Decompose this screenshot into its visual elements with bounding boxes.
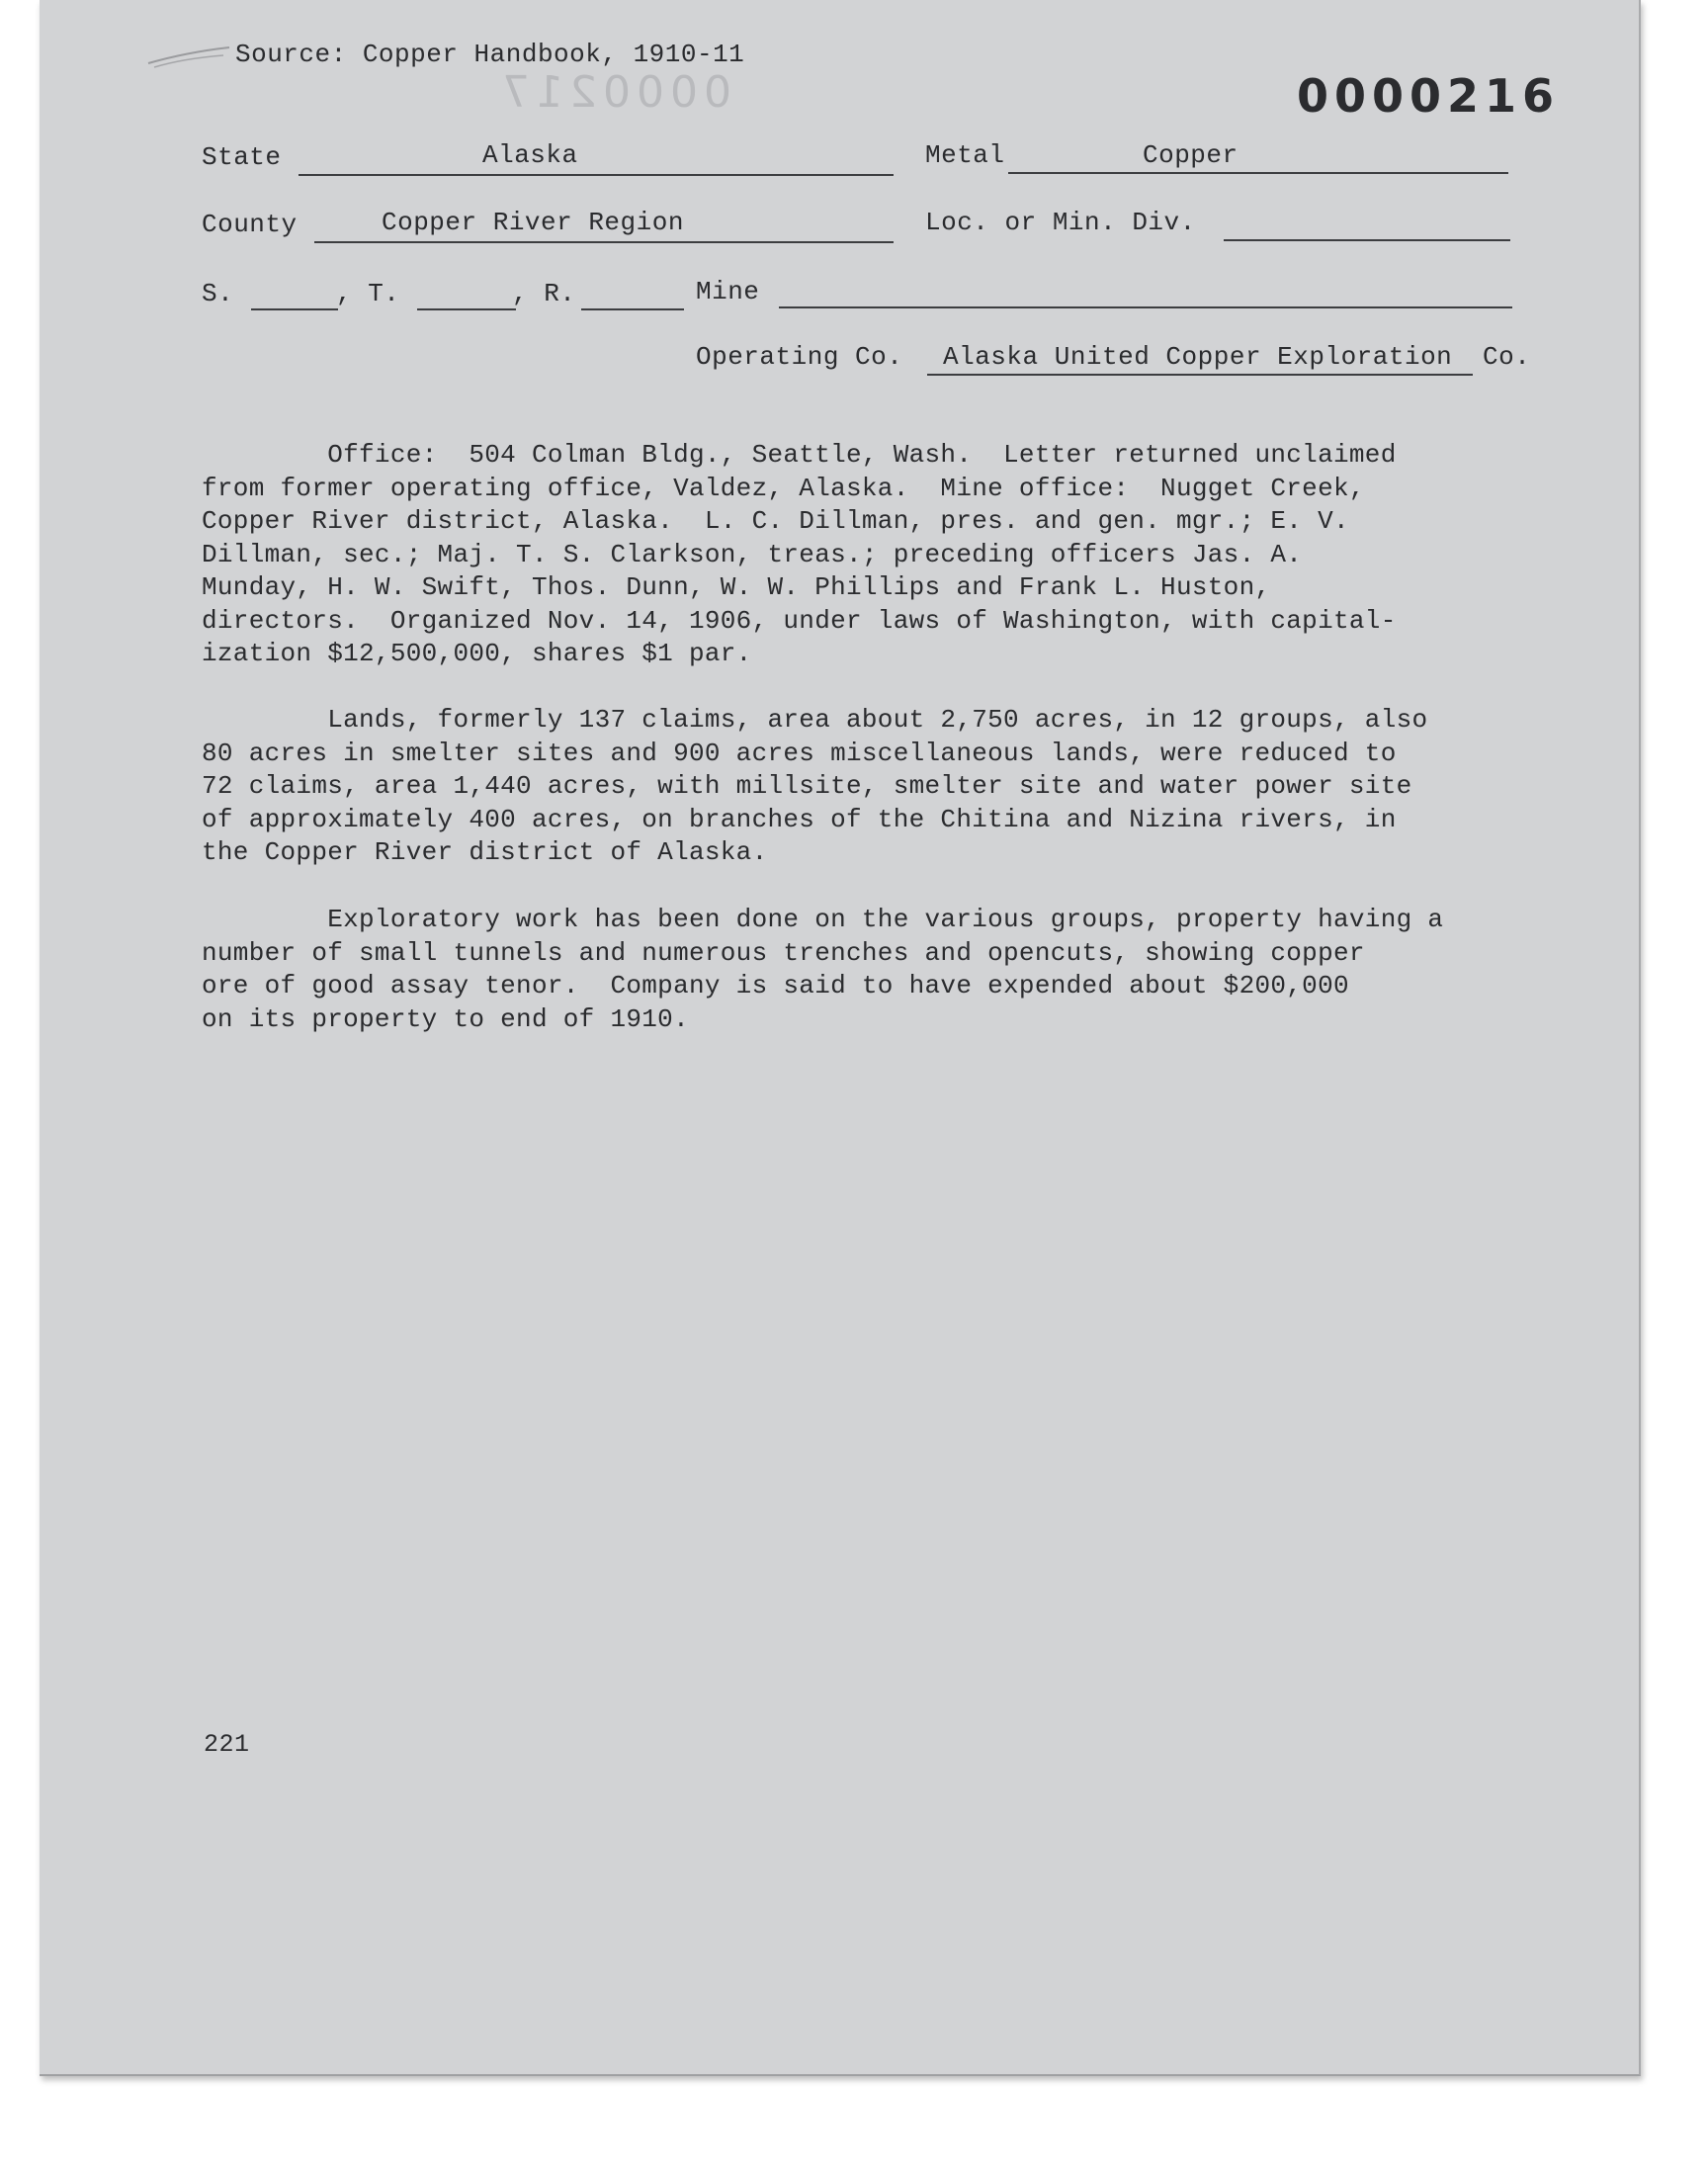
source-line: Source: Copper Handbook, 1910-11 [235,40,745,69]
township-label: , T. [336,279,400,308]
section-label: S. [202,279,234,308]
operating-co-suffix: Co. [1483,342,1531,372]
state-value: Alaska [482,140,578,170]
operating-co-value: Alaska United Copper Exploration [943,342,1453,372]
metal-label: Metal [925,140,1005,170]
range-label: , R. [512,279,576,308]
page-number: 221 [204,1730,250,1759]
paragraph-office: Office: 504 Colman Bldg., Seattle, Wash. Letter returned unclaimed from former operating office, Valdez, Alaska. Mine office: Nugget Creek, Copper River district, Alaska. L. C. Dillman, pres. and gen. mgr.; E. V. Dillman, sec.; Maj. T. S. Clarkson, treas.; preceding officers Jas. A. Munday, H. W. Swift, Thos. Dunn, W. W. Phillips and Frank L. Huston, directors. Organized Nov. 14, 1906, under laws of Washington, with capital- ization $12,500,000, shares $1 par. [202,440,1397,668]
operating-co-underline [927,374,1473,376]
pencil-mark-icon [144,44,233,73]
paragraph-exploratory: Exploratory work has been done on the various groups, property having a number of small tunnels and numerous trenches and opencuts, showing copper ore of good assay tenor. Company is said to have expended about $200,000 on its property to end of 1910. [202,905,1444,1034]
metal-value: Copper [1143,140,1238,170]
state-underline [299,174,894,176]
bleed-through-number: 0000217 [496,67,731,118]
state-label: State [202,142,282,172]
operating-co-label: Operating Co. [696,342,903,372]
section-underline [251,308,338,310]
mine-underline [779,306,1512,308]
paragraph-lands: Lands, formerly 137 claims, area about 2,750 acres, in 12 groups, also 80 acres in smelter sites and 900 acres miscellaneous lands, were reduced to 72 claims, area 1,440 acres, with millsite, smelter site and water power site of approximately 400 acres, on branches of the Chitina and Nizina rivers, in the Copper River district of Alaska. [202,705,1428,867]
record-card [40,0,1641,2076]
mine-label: Mine [696,277,760,306]
loc-label: Loc. or Min. Div. [925,208,1196,237]
county-label: County [202,210,298,239]
range-underline [581,308,684,310]
county-underline [314,241,894,243]
record-number-stamp: 0000216 [1297,69,1561,123]
loc-underline [1224,239,1510,241]
township-underline [417,308,516,310]
metal-underline [1008,172,1508,174]
county-value: Copper River Region [382,208,684,237]
